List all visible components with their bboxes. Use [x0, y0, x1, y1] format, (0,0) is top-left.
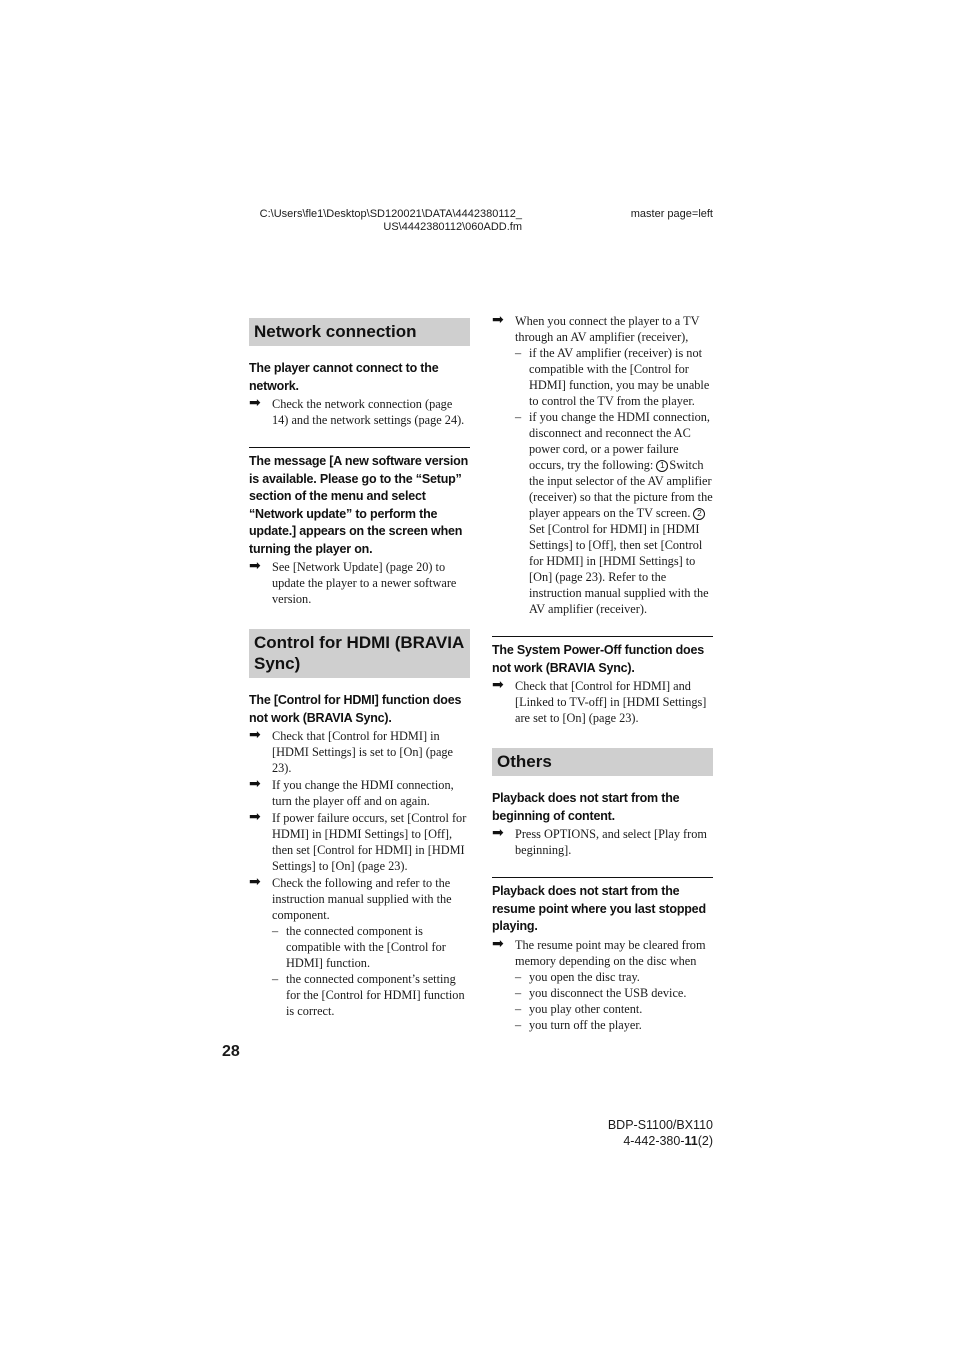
solution-item: [249, 728, 470, 776]
sub-item-text: if you change the HDMI connection, disconnect and reconnect the AC power cord, or a power failure occurs, try the following:: [529, 410, 710, 472]
dash-marker: –: [515, 985, 522, 1000]
arrow-icon: ➡: [249, 874, 261, 890]
solution-item: [249, 396, 470, 428]
dash-marker: –: [272, 972, 279, 986]
arrow-icon: ➡: [249, 558, 261, 574]
solution-text: Check the following and refer to the instruction manual supplied with the component.: [272, 876, 452, 922]
page-number: 28: [222, 1043, 240, 1060]
arrow-icon: ➡: [492, 312, 504, 328]
sub-item-text: you turn off the player.: [529, 1017, 642, 1032]
dash-marker: –: [515, 969, 522, 984]
question-playback-resume: Playback does not start from the resume point where you last stopped playing.: [492, 877, 713, 936]
arrow-icon: ➡: [249, 727, 261, 743]
sub-item: [515, 345, 713, 409]
arrow-icon: ➡: [249, 776, 261, 792]
section-heading-others: Others: [492, 748, 713, 776]
question-power-off: The System Power-Off function does not work (BRAVIA Sync).: [492, 636, 713, 677]
sub-item: [515, 409, 713, 617]
sub-item-text: you open the disc tray.: [529, 969, 640, 984]
dash-marker: –: [515, 346, 522, 360]
question-software-message: The message [A new software version is available. Please go to the “Setup” section of the menu and select “Network update” to perform the update.] appears on the screen when turning the player on.: [249, 447, 470, 558]
solution-text: Check that [Control for HDMI] and [Linked to TV-off] in [HDMI Settings] are set to [On] (page 23).: [515, 679, 707, 725]
master-page-label: master page=left: [630, 208, 713, 220]
solution-text: The resume point may be cleared from memory depending on the disc when: [515, 937, 706, 968]
solution-text: See [Network Update] (page 20) to update the player to a newer software version.: [272, 560, 457, 606]
solution-item: [249, 777, 470, 809]
dash-marker: –: [515, 1017, 522, 1032]
solution-item: [249, 875, 470, 1019]
section-heading-network: Network connection: [249, 318, 470, 346]
question-hdmi-control: The [Control for HDMI] function does not work (BRAVIA Sync).: [249, 693, 462, 725]
sub-item: [272, 971, 470, 1019]
document-code-suffix: (2): [697, 1134, 713, 1148]
sub-item-text: the connected component’s setting for the [Control for HDMI] function is correct.: [286, 972, 465, 1018]
model-name: BDP-S1100/BX110: [607, 1118, 713, 1132]
solution-item: [492, 826, 713, 858]
section-heading-hdmi: Control for HDMI (BRAVIA Sync): [249, 629, 470, 678]
dash-marker: –: [515, 1001, 522, 1016]
question-cannot-connect: The player cannot connect to the network.: [249, 361, 439, 393]
solution-item: [492, 937, 713, 1033]
arrow-icon: ➡: [249, 395, 261, 411]
sub-item-text: Set [Control for HDMI] in [HDMI Settings] to [Off], then set [Control for HDMI] in [HDMI Settings] to [On] (page 23). Refer to the instruction manual supplied with the AV amplifier (receiver).: [529, 522, 709, 616]
model-info: [560, 1117, 713, 1149]
sub-item-text: if the AV amplifier (receiver) is not compatible with the [Control for HDMI] function, you may be unable to control the TV from the player.: [529, 346, 710, 408]
solution-text: If you change the HDMI connection, turn the player off and on again.: [272, 778, 454, 808]
sub-item-text: you disconnect the USB device.: [529, 985, 687, 1000]
sub-item: [515, 1001, 713, 1017]
arrow-icon: ➡: [492, 677, 504, 693]
sub-item-text: Switch the input selector of the AV amplifier (receiver) so that the picture from the player appears on the TV screen.: [529, 458, 713, 520]
solution-text: Check that [Control for HDMI] in [HDMI Settings] is set to [On] (page 23).: [272, 729, 454, 775]
dash-marker: –: [272, 924, 279, 938]
sub-item: [515, 985, 713, 1001]
document-code-bold: 11: [684, 1134, 698, 1148]
sub-item-text: the connected component is compatible with the [Control for HDMI] function.: [286, 924, 446, 970]
file-path-line-1: C:\Users\fle1\Desktop\SD120021\DATA\4442380112_: [259, 208, 522, 220]
file-path-line-2: US\4442380112\060ADD.fm: [383, 221, 522, 233]
sub-item: [515, 1017, 713, 1033]
document-code: [560, 1133, 713, 1149]
solution-text: If power failure occurs, set [Control for HDMI] in [HDMI Settings] to [Off], then set [Control for HDMI] in [HDMI Settings] to [On] (page 23).: [272, 811, 467, 873]
sub-item: [272, 923, 470, 971]
solution-item: [492, 313, 713, 617]
solution-text: When you connect the player to a TV through an AV amplifier (receiver),: [515, 314, 700, 344]
arrow-icon: ➡: [249, 809, 261, 825]
solution-text: Check the network connection (page 14) and the network settings (page 24).: [272, 397, 465, 427]
arrow-icon: ➡: [492, 935, 504, 952]
solution-item: [249, 559, 470, 607]
solution-item: [492, 678, 713, 726]
dash-marker: –: [515, 410, 522, 424]
sub-item-text: you play other content.: [529, 1001, 643, 1016]
file-path: [240, 208, 522, 234]
arrow-icon: ➡: [492, 825, 504, 841]
document-code-prefix: 4-442-380-: [623, 1134, 685, 1148]
question-playback-beginning: Playback does not start from the beginning of content.: [492, 791, 680, 823]
step-1-icon: 1: [656, 460, 668, 472]
right-column: [492, 312, 713, 1033]
solution-item: [249, 810, 470, 874]
left-column: [249, 318, 470, 1019]
sub-item: [515, 969, 713, 985]
step-2-icon: 2: [693, 508, 705, 520]
solution-text: Press OPTIONS, and select [Play from beginning].: [515, 827, 707, 857]
